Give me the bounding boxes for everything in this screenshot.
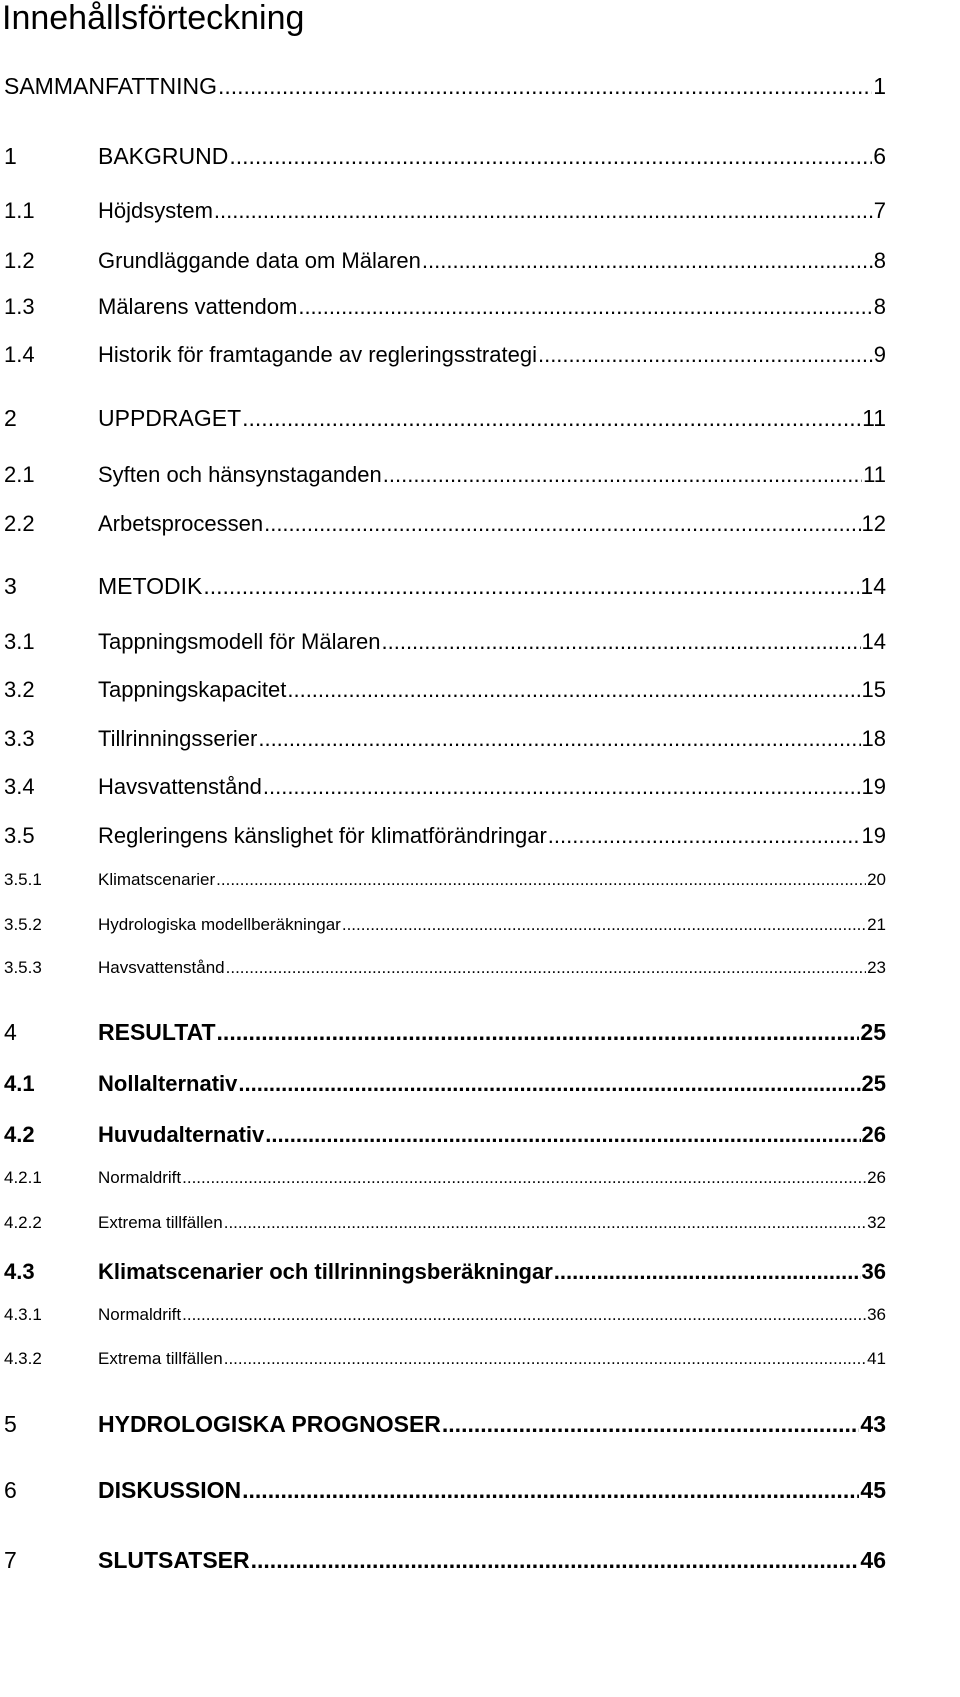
toc-entry-page: 21 bbox=[867, 915, 886, 934]
toc-entry-4-3-1[interactable] bbox=[4, 1305, 886, 1335]
toc-entry-number: 5 bbox=[4, 1411, 17, 1437]
toc-entry-page: 8 bbox=[873, 248, 886, 273]
toc-entry-page: 6 bbox=[873, 143, 886, 169]
toc-entry-2-2[interactable] bbox=[4, 511, 886, 541]
toc-entry-number: 7 bbox=[4, 1547, 17, 1573]
toc-entry-number: 1.4 bbox=[4, 342, 35, 367]
toc-entry-page: 19 bbox=[861, 774, 886, 799]
toc-leader-dots bbox=[298, 294, 872, 320]
toc-entry-label: Grundläggande data om Mälaren bbox=[98, 248, 421, 273]
toc-entry-number: 4.2.1 bbox=[4, 1168, 42, 1187]
toc-leader-dots bbox=[554, 1259, 861, 1285]
toc-entry-label: Havsvattenstånd bbox=[98, 958, 225, 977]
toc-entry-label: Mälarens vattendom bbox=[98, 294, 298, 319]
toc-entry-page: 32 bbox=[867, 1213, 886, 1232]
toc-title: Innehållsförteckning bbox=[2, 0, 305, 37]
toc-entry-number: 2.2 bbox=[4, 511, 35, 536]
toc-entry-label: Syften och hänsynstaganden bbox=[98, 462, 382, 487]
toc-entry-2[interactable] bbox=[4, 405, 886, 435]
toc-leader-dots bbox=[342, 915, 866, 935]
toc-leader-dots bbox=[251, 1547, 860, 1574]
toc-entry-1-3[interactable] bbox=[4, 294, 886, 324]
toc-entry-page: 26 bbox=[867, 1168, 886, 1187]
toc-entry-number: 3.5.2 bbox=[4, 915, 42, 934]
toc-entry-page: 43 bbox=[860, 1411, 886, 1437]
toc-entry-page: 36 bbox=[861, 1259, 886, 1284]
toc-leader-dots bbox=[242, 405, 861, 432]
toc-entry-1-4[interactable] bbox=[4, 342, 886, 372]
toc-entry-4-3[interactable] bbox=[4, 1259, 886, 1289]
toc-entry-label: BAKGRUND bbox=[98, 143, 229, 169]
toc-entry-label: Havsvattenstånd bbox=[98, 774, 262, 799]
toc-entry-label: RESULTAT bbox=[98, 1019, 216, 1045]
toc-entry-number: 4.3.2 bbox=[4, 1349, 42, 1368]
toc-entry-page: 11 bbox=[863, 462, 886, 487]
toc-leader-dots bbox=[258, 726, 860, 752]
toc-entry-label: SAMMANFATTNING bbox=[4, 73, 217, 99]
toc-entry-page: 1 bbox=[873, 73, 886, 99]
toc-entry-label: Nollalternativ bbox=[98, 1071, 238, 1096]
toc-entry-label: Arbetsprocessen bbox=[98, 511, 264, 536]
toc-entry-3-3[interactable] bbox=[4, 726, 886, 756]
toc-entry-number: 1.1 bbox=[4, 198, 35, 223]
toc-entry-3-2[interactable] bbox=[4, 677, 886, 707]
toc-leader-dots bbox=[182, 1168, 866, 1188]
toc-entry-2-1[interactable] bbox=[4, 462, 886, 492]
toc-leader-dots bbox=[548, 823, 861, 849]
toc-entry-3[interactable] bbox=[4, 573, 886, 603]
toc-leader-dots bbox=[538, 342, 873, 368]
toc-entry-label: Extrema tillfällen bbox=[98, 1213, 223, 1232]
toc-leader-dots bbox=[218, 73, 872, 100]
toc-entry-page: 9 bbox=[873, 342, 886, 367]
toc-entry-label: Klimatscenarier bbox=[98, 870, 216, 889]
toc-entry-number: 4.2.2 bbox=[4, 1213, 42, 1232]
toc-entry-label: Tillrinningsserier bbox=[98, 726, 258, 751]
toc-entry-page: 46 bbox=[860, 1547, 886, 1573]
toc-leader-dots bbox=[226, 958, 866, 978]
toc-entry-label: Huvudalternativ bbox=[98, 1122, 265, 1147]
toc-entry-label: Extrema tillfällen bbox=[98, 1349, 223, 1368]
toc-entry-number: 3.2 bbox=[4, 677, 35, 702]
toc-entry-4-1[interactable] bbox=[4, 1071, 886, 1101]
toc-leader-dots bbox=[214, 198, 873, 224]
toc-entry-page: 19 bbox=[861, 823, 886, 848]
toc-leader-dots bbox=[224, 1213, 866, 1233]
toc-entry-label: DISKUSSION bbox=[98, 1477, 242, 1503]
toc-entry-4-2-1[interactable] bbox=[4, 1168, 886, 1198]
toc-leader-dots bbox=[217, 1019, 860, 1046]
toc-entry-number: 4.1 bbox=[4, 1071, 35, 1096]
toc-leader-dots bbox=[263, 774, 861, 800]
toc-entry-label: Hydrologiska modellberäkningar bbox=[98, 915, 341, 934]
toc-entry-number: 3.5.1 bbox=[4, 870, 42, 889]
toc-entry-page: 20 bbox=[867, 870, 886, 889]
toc-entry-page: 15 bbox=[861, 677, 886, 702]
toc-entry-page: 25 bbox=[861, 1071, 886, 1096]
toc-entry-4-3-2[interactable] bbox=[4, 1349, 886, 1379]
toc-entry-page: 41 bbox=[867, 1349, 886, 1368]
toc-entry-page: 23 bbox=[867, 958, 886, 977]
toc-leader-dots bbox=[383, 462, 862, 488]
toc-entry-number: 1.3 bbox=[4, 294, 35, 319]
toc-entry-page: 36 bbox=[867, 1305, 886, 1324]
toc-leader-dots bbox=[203, 573, 859, 600]
toc-leader-dots bbox=[216, 870, 866, 890]
toc-entry-4[interactable] bbox=[4, 1019, 886, 1049]
toc-entry-page: 11 bbox=[862, 405, 886, 431]
toc-entry-number: 3.5.3 bbox=[4, 958, 42, 977]
toc-entry-number: 1.2 bbox=[4, 248, 35, 273]
toc-entry-number: 6 bbox=[4, 1477, 17, 1503]
toc-entry-page: 18 bbox=[861, 726, 886, 751]
toc-entry-5[interactable] bbox=[4, 1411, 886, 1441]
toc-entry-number: 1 bbox=[4, 143, 17, 169]
toc-entry-3-5-1[interactable] bbox=[4, 870, 886, 900]
toc-entry-number: 4.2 bbox=[4, 1122, 35, 1147]
toc-leader-dots bbox=[422, 248, 873, 274]
toc-entry-4-2-2[interactable] bbox=[4, 1213, 886, 1243]
toc-entry-page: 7 bbox=[873, 198, 886, 223]
toc-entry-label: Höjdsystem bbox=[98, 198, 213, 223]
toc-entry-label: SLUTSATSER bbox=[98, 1547, 250, 1573]
toc-leader-dots bbox=[229, 143, 872, 170]
toc-entry-page: 45 bbox=[860, 1477, 886, 1503]
toc-entry-label: UPPDRAGET bbox=[98, 405, 242, 431]
toc-entry-number: 3.1 bbox=[4, 629, 35, 654]
toc-entry-label: Tappningskapacitet bbox=[98, 677, 287, 702]
toc-entry-3-4[interactable] bbox=[4, 774, 886, 804]
toc-entry-page: 25 bbox=[860, 1019, 886, 1045]
toc-entry-7[interactable] bbox=[4, 1547, 886, 1577]
toc-entry-label: Normaldrift bbox=[98, 1305, 182, 1324]
toc-entry-label: Klimatscenarier och tillrinningsberäkningar bbox=[98, 1259, 553, 1284]
toc-entry-number: 4.3 bbox=[4, 1259, 35, 1284]
toc-entry-page: 14 bbox=[861, 629, 886, 654]
toc-entry-number: 2 bbox=[4, 405, 17, 431]
toc-entry-number: 3.3 bbox=[4, 726, 35, 751]
toc-entry-3-1[interactable] bbox=[4, 629, 886, 659]
toc-entry-4-2[interactable] bbox=[4, 1122, 886, 1152]
toc-entry-6[interactable] bbox=[4, 1477, 886, 1507]
toc-entry-sammanfattning[interactable] bbox=[4, 73, 886, 103]
toc-leader-dots bbox=[238, 1071, 860, 1097]
toc-leader-dots bbox=[287, 677, 860, 703]
toc-leader-dots bbox=[382, 629, 861, 655]
toc-entry-number: 4 bbox=[4, 1019, 17, 1045]
toc-entry-number: 3.4 bbox=[4, 774, 35, 799]
toc-leader-dots bbox=[224, 1349, 866, 1369]
toc-entry-1-1[interactable] bbox=[4, 198, 886, 228]
toc-entry-number: 3 bbox=[4, 573, 17, 599]
toc-entry-3-5[interactable] bbox=[4, 823, 886, 853]
toc-leader-dots bbox=[442, 1411, 860, 1438]
toc-entry-label: Historik för framtagande av regleringsstrategi bbox=[98, 342, 537, 367]
toc-entry-label: Tappningsmodell för Mälaren bbox=[98, 629, 381, 654]
toc-entry-3-5-3[interactable] bbox=[4, 958, 886, 988]
toc-entry-page: 12 bbox=[861, 511, 886, 536]
toc-leader-dots bbox=[242, 1477, 859, 1504]
toc-leader-dots bbox=[182, 1305, 866, 1325]
toc-leader-dots bbox=[265, 1122, 860, 1148]
toc-entry-number: 3.5 bbox=[4, 823, 35, 848]
toc-entry-page: 8 bbox=[873, 294, 886, 319]
toc-leader-dots bbox=[264, 511, 860, 537]
toc-entry-3-5-2[interactable] bbox=[4, 915, 886, 945]
toc-entry-1-2[interactable] bbox=[4, 248, 886, 278]
toc-entry-1[interactable] bbox=[4, 143, 886, 173]
toc-entry-page: 26 bbox=[861, 1122, 886, 1147]
toc-entry-page: 14 bbox=[860, 573, 886, 599]
toc-entry-label: HYDROLOGISKA PROGNOSER bbox=[98, 1411, 441, 1437]
toc-entry-number: 4.3.1 bbox=[4, 1305, 42, 1324]
toc-entry-label: Normaldrift bbox=[98, 1168, 182, 1187]
toc-entry-label: Regleringens känslighet för klimatförändringar bbox=[98, 823, 547, 848]
toc-entry-number: 2.1 bbox=[4, 462, 35, 487]
toc-entry-label: METODIK bbox=[98, 573, 203, 599]
